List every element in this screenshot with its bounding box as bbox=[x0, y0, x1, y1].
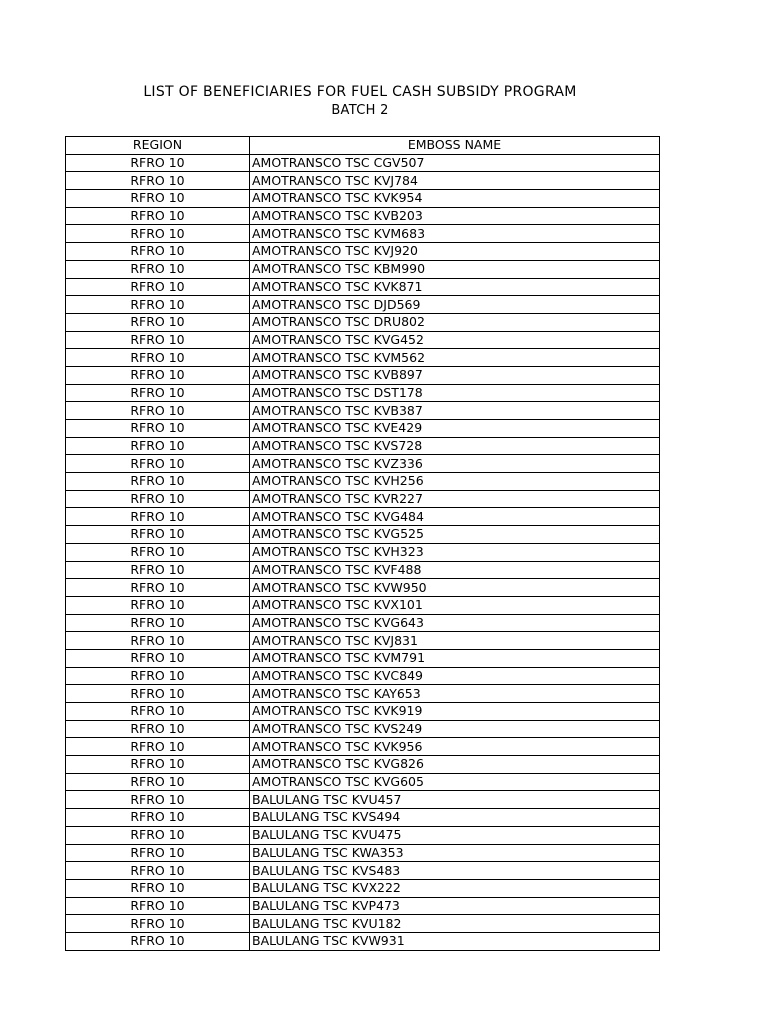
region-cell: RFRO 10 bbox=[66, 897, 250, 915]
emboss-name-cell: BALULANG TSC KVU457 bbox=[250, 791, 660, 809]
region-cell: RFRO 10 bbox=[66, 685, 250, 703]
region-cell: RFRO 10 bbox=[66, 596, 250, 614]
region-cell: RFRO 10 bbox=[66, 402, 250, 420]
document-title: LIST OF BENEFICIARIES FOR FUEL CASH SUBSIDY PROGRAM bbox=[143, 84, 577, 100]
table-row bbox=[66, 508, 660, 526]
table-row bbox=[66, 738, 660, 756]
table-row bbox=[66, 862, 660, 880]
region-cell: RFRO 10 bbox=[66, 826, 250, 844]
table-row bbox=[66, 791, 660, 809]
table-row bbox=[66, 826, 660, 844]
emboss-name-cell: AMOTRANSCO TSC KBM990 bbox=[250, 260, 660, 278]
emboss-name-cell: AMOTRANSCO TSC KVH323 bbox=[250, 543, 660, 561]
emboss-name-cell: AMOTRANSCO TSC KVS728 bbox=[250, 437, 660, 455]
emboss-name-cell: AMOTRANSCO TSC KVB203 bbox=[250, 207, 660, 225]
table-row bbox=[66, 703, 660, 721]
table-row bbox=[66, 366, 660, 384]
emboss-name-cell: AMOTRANSCO TSC DJD569 bbox=[250, 296, 660, 314]
table-row bbox=[66, 543, 660, 561]
emboss-name-cell: AMOTRANSCO TSC KVF488 bbox=[250, 561, 660, 579]
emboss-name-cell: AMOTRANSCO TSC KVJ784 bbox=[250, 172, 660, 190]
table-row bbox=[66, 879, 660, 897]
region-cell: RFRO 10 bbox=[66, 420, 250, 438]
emboss-name-cell: AMOTRANSCO TSC DST178 bbox=[250, 384, 660, 402]
table-row bbox=[66, 207, 660, 225]
document-subtitle: BATCH 2 bbox=[331, 103, 389, 118]
region-cell: RFRO 10 bbox=[66, 579, 250, 597]
emboss-name-cell: AMOTRANSCO TSC KVM683 bbox=[250, 225, 660, 243]
table-header-row bbox=[66, 137, 660, 155]
column-header-emboss-name: EMBOSS NAME bbox=[250, 137, 660, 155]
emboss-name-cell: AMOTRANSCO TSC KVG525 bbox=[250, 526, 660, 544]
emboss-name-cell: AMOTRANSCO TSC KVE429 bbox=[250, 420, 660, 438]
emboss-name-cell: AMOTRANSCO TSC KVG605 bbox=[250, 773, 660, 791]
table-row bbox=[66, 455, 660, 473]
region-cell: RFRO 10 bbox=[66, 614, 250, 632]
emboss-name-cell: AMOTRANSCO TSC KAY653 bbox=[250, 685, 660, 703]
table-row bbox=[66, 614, 660, 632]
region-cell: RFRO 10 bbox=[66, 844, 250, 862]
region-cell: RFRO 10 bbox=[66, 738, 250, 756]
region-cell: RFRO 10 bbox=[66, 243, 250, 261]
region-cell: RFRO 10 bbox=[66, 703, 250, 721]
emboss-name-cell: BALULANG TSC KVX222 bbox=[250, 879, 660, 897]
region-cell: RFRO 10 bbox=[66, 667, 250, 685]
table-row bbox=[66, 720, 660, 738]
emboss-name-cell: BALULANG TSC KVU475 bbox=[250, 826, 660, 844]
region-cell: RFRO 10 bbox=[66, 561, 250, 579]
region-cell: RFRO 10 bbox=[66, 437, 250, 455]
emboss-name-cell: AMOTRANSCO TSC KVG826 bbox=[250, 756, 660, 774]
emboss-name-cell: BALULANG TSC KVP473 bbox=[250, 897, 660, 915]
table-row bbox=[66, 667, 660, 685]
table-row bbox=[66, 225, 660, 243]
region-cell: RFRO 10 bbox=[66, 791, 250, 809]
table-row bbox=[66, 897, 660, 915]
beneficiaries-table bbox=[65, 136, 660, 951]
emboss-name-cell: AMOTRANSCO TSC KVZ336 bbox=[250, 455, 660, 473]
emboss-name-cell: AMOTRANSCO TSC DRU802 bbox=[250, 313, 660, 331]
table-body bbox=[66, 154, 660, 950]
region-cell: RFRO 10 bbox=[66, 862, 250, 880]
table-row bbox=[66, 349, 660, 367]
region-cell: RFRO 10 bbox=[66, 526, 250, 544]
emboss-name-cell: AMOTRANSCO TSC KVK956 bbox=[250, 738, 660, 756]
region-cell: RFRO 10 bbox=[66, 207, 250, 225]
table-row bbox=[66, 932, 660, 950]
table-row bbox=[66, 490, 660, 508]
emboss-name-cell: AMOTRANSCO TSC KVK871 bbox=[250, 278, 660, 296]
emboss-name-cell: AMOTRANSCO TSC KVC849 bbox=[250, 667, 660, 685]
table-row bbox=[66, 473, 660, 491]
region-cell: RFRO 10 bbox=[66, 915, 250, 933]
region-cell: RFRO 10 bbox=[66, 296, 250, 314]
region-cell: RFRO 10 bbox=[66, 190, 250, 208]
table-row bbox=[66, 756, 660, 774]
emboss-name-cell: BALULANG TSC KVU182 bbox=[250, 915, 660, 933]
emboss-name-cell: AMOTRANSCO TSC KVG484 bbox=[250, 508, 660, 526]
emboss-name-cell: AMOTRANSCO TSC KVB387 bbox=[250, 402, 660, 420]
emboss-name-cell: AMOTRANSCO TSC KVR227 bbox=[250, 490, 660, 508]
region-cell: RFRO 10 bbox=[66, 720, 250, 738]
emboss-name-cell: AMOTRANSCO TSC KVW950 bbox=[250, 579, 660, 597]
emboss-name-cell: BALULANG TSC KVS483 bbox=[250, 862, 660, 880]
table-row bbox=[66, 773, 660, 791]
table-row bbox=[66, 243, 660, 261]
emboss-name-cell: AMOTRANSCO TSC KVK919 bbox=[250, 703, 660, 721]
region-cell: RFRO 10 bbox=[66, 473, 250, 491]
region-cell: RFRO 10 bbox=[66, 455, 250, 473]
table-row bbox=[66, 402, 660, 420]
table-row bbox=[66, 632, 660, 650]
table-row bbox=[66, 809, 660, 827]
region-cell: RFRO 10 bbox=[66, 649, 250, 667]
emboss-name-cell: AMOTRANSCO TSC KVM791 bbox=[250, 649, 660, 667]
table-row bbox=[66, 915, 660, 933]
emboss-name-cell: BALULANG TSC KWA353 bbox=[250, 844, 660, 862]
table-row bbox=[66, 437, 660, 455]
table-row bbox=[66, 190, 660, 208]
emboss-name-cell: BALULANG TSC KVW931 bbox=[250, 932, 660, 950]
table-row bbox=[66, 649, 660, 667]
region-cell: RFRO 10 bbox=[66, 932, 250, 950]
region-cell: RFRO 10 bbox=[66, 154, 250, 172]
region-cell: RFRO 10 bbox=[66, 773, 250, 791]
region-cell: RFRO 10 bbox=[66, 879, 250, 897]
region-cell: RFRO 10 bbox=[66, 313, 250, 331]
region-cell: RFRO 10 bbox=[66, 349, 250, 367]
emboss-name-cell: AMOTRANSCO TSC KVM562 bbox=[250, 349, 660, 367]
emboss-name-cell: AMOTRANSCO TSC KVG452 bbox=[250, 331, 660, 349]
region-cell: RFRO 10 bbox=[66, 366, 250, 384]
region-cell: RFRO 10 bbox=[66, 809, 250, 827]
table-row bbox=[66, 420, 660, 438]
region-cell: RFRO 10 bbox=[66, 278, 250, 296]
emboss-name-cell: AMOTRANSCO TSC KVS249 bbox=[250, 720, 660, 738]
region-cell: RFRO 10 bbox=[66, 225, 250, 243]
table-row bbox=[66, 260, 660, 278]
emboss-name-cell: AMOTRANSCO TSC KVJ920 bbox=[250, 243, 660, 261]
emboss-name-cell: BALULANG TSC KVS494 bbox=[250, 809, 660, 827]
emboss-name-cell: AMOTRANSCO TSC KVB897 bbox=[250, 366, 660, 384]
table-row bbox=[66, 154, 660, 172]
table-row bbox=[66, 172, 660, 190]
region-cell: RFRO 10 bbox=[66, 543, 250, 561]
emboss-name-cell: AMOTRANSCO TSC KVK954 bbox=[250, 190, 660, 208]
table-row bbox=[66, 579, 660, 597]
table-row bbox=[66, 296, 660, 314]
table-row bbox=[66, 331, 660, 349]
region-cell: RFRO 10 bbox=[66, 384, 250, 402]
table-row bbox=[66, 685, 660, 703]
table-row bbox=[66, 561, 660, 579]
region-cell: RFRO 10 bbox=[66, 632, 250, 650]
region-cell: RFRO 10 bbox=[66, 756, 250, 774]
emboss-name-cell: AMOTRANSCO TSC CGV507 bbox=[250, 154, 660, 172]
region-cell: RFRO 10 bbox=[66, 331, 250, 349]
table-row bbox=[66, 526, 660, 544]
region-cell: RFRO 10 bbox=[66, 508, 250, 526]
table-row bbox=[66, 596, 660, 614]
table-row bbox=[66, 844, 660, 862]
emboss-name-cell: AMOTRANSCO TSC KVH256 bbox=[250, 473, 660, 491]
emboss-name-cell: AMOTRANSCO TSC KVJ831 bbox=[250, 632, 660, 650]
emboss-name-cell: AMOTRANSCO TSC KVX101 bbox=[250, 596, 660, 614]
region-cell: RFRO 10 bbox=[66, 490, 250, 508]
region-cell: RFRO 10 bbox=[66, 260, 250, 278]
table-row bbox=[66, 384, 660, 402]
emboss-name-cell: AMOTRANSCO TSC KVG643 bbox=[250, 614, 660, 632]
column-header-region: REGION bbox=[66, 137, 250, 155]
region-cell: RFRO 10 bbox=[66, 172, 250, 190]
table-row bbox=[66, 278, 660, 296]
table-row bbox=[66, 313, 660, 331]
